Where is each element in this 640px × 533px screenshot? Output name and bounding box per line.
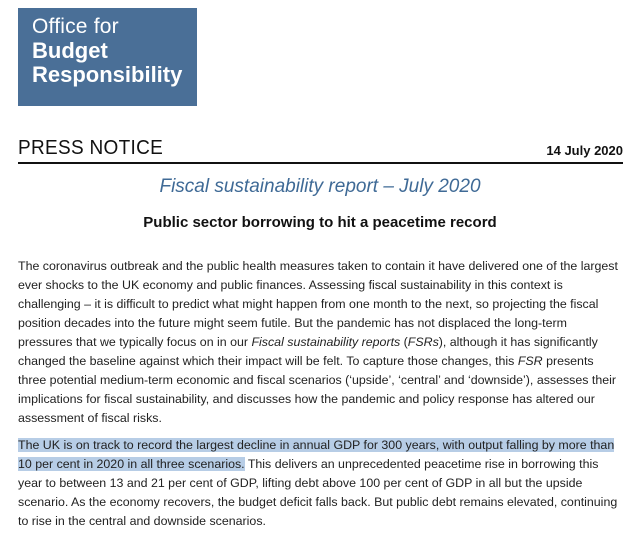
p1-em-fsrs: FSRs <box>407 335 439 349</box>
logo-line-2: Budget <box>32 38 108 63</box>
press-notice-bar <box>18 138 623 164</box>
gdp-paragraph <box>18 436 618 531</box>
press-date: 14 July 2020 <box>546 143 623 158</box>
p1-text-4: presents three potential medium-term economic and fiscal scenarios (‘upside’, ‘central’ and ‘downside’), assesses their implications for fiscal sustainability, and discusses how the pandemic and policy response has altered our assessment of fiscal risks. <box>18 354 617 425</box>
p2-text-rest: This delivers an unprecedented peacetime rise in borrowing this year to between 13 and 21 per cent of GDP, lifting debt above 100 per cent of GDP in all but the upside scenario. As the economy recovers, the budget deficit falls back. But public debt remains elevated, continuing to rise in the central and downside scenarios. <box>18 457 618 528</box>
logo-line-3: Responsibility <box>32 62 183 87</box>
logo-line-1: Office for <box>32 15 119 38</box>
p1-text-2: ( <box>400 335 408 349</box>
report-title: Fiscal sustainability report – July 2020 <box>159 176 481 197</box>
obr-logo <box>18 8 197 106</box>
press-notice-heading: PRESS NOTICE <box>18 137 164 160</box>
p1-text-1: The coronavirus outbreak and the public health measures taken to contain it have delivered one of the largest ever shocks to the UK economy and public finances. Assessing fiscal sustainability in this context is challenging – it is difficult to predict what might happen from one month to the next, so projecting the fiscal position decades into the future might seem futile. But the pandemic has not displaced the long-term pressures that we typically focus on in our <box>18 259 618 349</box>
p1-em-fsr: FSR <box>517 354 543 368</box>
press-subtitle: Public sector borrowing to hit a peacetime record <box>143 214 497 231</box>
intro-paragraph <box>18 257 618 428</box>
p1-em-fsr-full: Fiscal sustainability reports <box>251 335 401 349</box>
highlighted-sentence[interactable]: The UK is on track to record the largest decline in annual GDP for 300 years, with output falling by more than 10 per cent in 2020 in all three scenarios. <box>18 438 615 471</box>
p1-text-3: ), although it has significantly changed the baseline against which their impact will be felt. To capture those changes, this <box>18 335 598 368</box>
